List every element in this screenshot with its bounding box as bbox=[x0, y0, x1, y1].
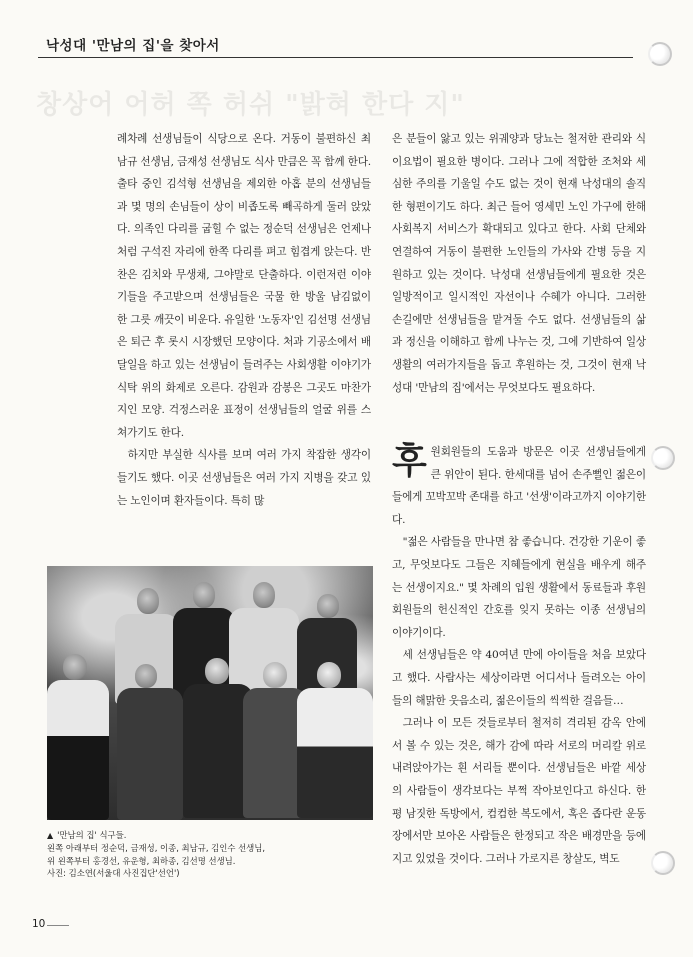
paragraph: "젊은 사람들을 만나면 참 좋습니다. 건강한 기운이 좋고, 무엇보다도 그들은 지혜들에게 현실을 배우게 해주는 선생이지요." 몇 차례의 입원 생활에서 동료들과 후원회원들의 헌신적인 간호를 잊지 못하는 이종 선생님의 이야기이다. bbox=[392, 536, 646, 639]
group-photo bbox=[47, 566, 373, 820]
page-number: 10 bbox=[32, 918, 46, 930]
caption-line: 위 왼쪽부터 홍경선, 유운형, 최하종, 김선명 선생님. bbox=[47, 855, 236, 866]
caption-line: 사진: 김소연(서울대 사진집단'선언') bbox=[47, 868, 180, 879]
right-column-text-top bbox=[392, 128, 646, 399]
binder-ring-icon bbox=[651, 851, 675, 875]
paragraph: 세 선생님들은 약 40여년 만에 아이들을 처음 보았다고 했다. 사람사는 세상이라면 어디서나 들려오는 아이들의 해맑한 웃음소리, 젊은이들의 씩씩한 걸음들… bbox=[392, 649, 646, 707]
photo-caption bbox=[47, 829, 373, 880]
paragraph: 하지만 부실한 식사를 보며 여러 가지 착잡한 생각이 들기도 했다. 이곳 선생님들은 여러 가지 지병을 갖고 있는 노인이며 환자들이다. 특히 많 bbox=[117, 449, 371, 507]
running-header-title: 낙성대 '만남의 집'을 찾아서 bbox=[46, 38, 220, 54]
drop-cap: 후 bbox=[392, 441, 427, 482]
binder-ring-icon bbox=[648, 42, 672, 66]
left-column-text bbox=[117, 128, 371, 512]
caption-line: 왼쪽 아래부터 정순덕, 금재성, 이종, 최남규, 김인수 선생님, bbox=[47, 843, 266, 854]
right-column-text-bottom bbox=[392, 441, 646, 870]
paragraph: 례차례 선생님들이 식당으로 온다. 거동이 불편하신 최남규 선생님, 금재성 선생님도 식사 만큼은 꼭 함께 한다. 출타 중인 김석형 선생님을 제외한 아홉 분의 선생님들과 몇 명의 손님들이 상이 비좁도록 빼곡하게 둘러 앉았다. 의족인 다리를 굽힐 수 없는 정순덕 선생님은 언제나처럼 구석진 자리에 한쪽 다리를 펴고 힘겹게 앉는다. 반찬은 김치와 무생채, 그야말로 단출하다. 이런저런 이야기들을 주고받으며 선생님들은 국물 한 방울 남김없이 한 그릇 깨끗이 비운다. 유일한 '노동자'인 김선명 선생님은 퇴근 후 롯시 시장했던 모양이다. 처과 기공소에서 배달일을 하고 있는 선생님이 들려주는 사회생활 이야기가 식탁 위의 화제로 오른다. 감원과 감봉은 그곳도 마찬가지인 모양. 걱정스러운 표정이 선생님들의 얼굴 위를 스쳐가기도 한다. bbox=[117, 133, 372, 439]
binder-ring-icon bbox=[651, 446, 675, 470]
paragraph: 그러나 이 모든 것들로부터 철저히 격리된 감옥 안에서 볼 수 있는 것은, 해가 감에 따라 서로의 머리칼 위로 내려앉아가는 흰 서리들 뿐이다. 선생님들은 바깥 세상의 사람들이 생각보다는 부쩍 작아보인다고 하신다. 한 평 남짓한 독방에서, 컴컴한 복도에서, 혹은 좁다란 운동장에서만 보아온 사람들은 한정되고 작은 배경만을 등에 지고 있었을 것이다. 그러나 가로지른 창살도, 벽도 bbox=[392, 717, 646, 865]
triangle-marker-icon: ▲ bbox=[47, 831, 54, 840]
footer-rule bbox=[47, 925, 69, 926]
paragraph-text: 원회원들의 도움과 방문은 이곳 선생님들에게 큰 위안이 된다. 한세대를 넘어 손주뻘인 젊은이들에게 꼬박꼬박 존대를 하고 '선생'이라고까지 이야기한다. bbox=[392, 446, 646, 526]
paragraph: 은 분들이 앓고 있는 위궤양과 당뇨는 철저한 관리와 식이요법이 필요한 병이다. 그러나 그에 적합한 조처와 세심한 주의를 기울일 수도 없는 것이 현재 낙성대의 솔직한 형편이기도 하다. 최근 들어 영세민 노인 가구에 한해 사회복지 서비스가 확대되고 있다고 한다. 사회 단체와 연결하여 거동이 불편한 노인들의 가사와 간병 등을 지원하고 있는 것이다. 낙성대 선생님들에게 필요한 것은 일방적이고 일시적인 자선이나 수혜가 아니다. 그러한 손길에만 선생님들을 맡겨둘 수도 없다. 선생님들의 삶과 정신을 이해하고 함께 나누는 것, 그에 기반하여 일상생활의 여러가지들을 돕고 후원하는 것, 그것이 현재 낙성대 '만남의 집'에서는 무엇보다도 필요하다. bbox=[392, 133, 646, 394]
caption-line: ▲ '만남의 집' 식구들. bbox=[47, 830, 127, 840]
header-rule bbox=[38, 57, 633, 58]
bleed-through-heading: 창상어 어허 쪽 허쉬 "밝혀 한다 지" bbox=[36, 90, 465, 120]
paragraph bbox=[392, 441, 646, 531]
